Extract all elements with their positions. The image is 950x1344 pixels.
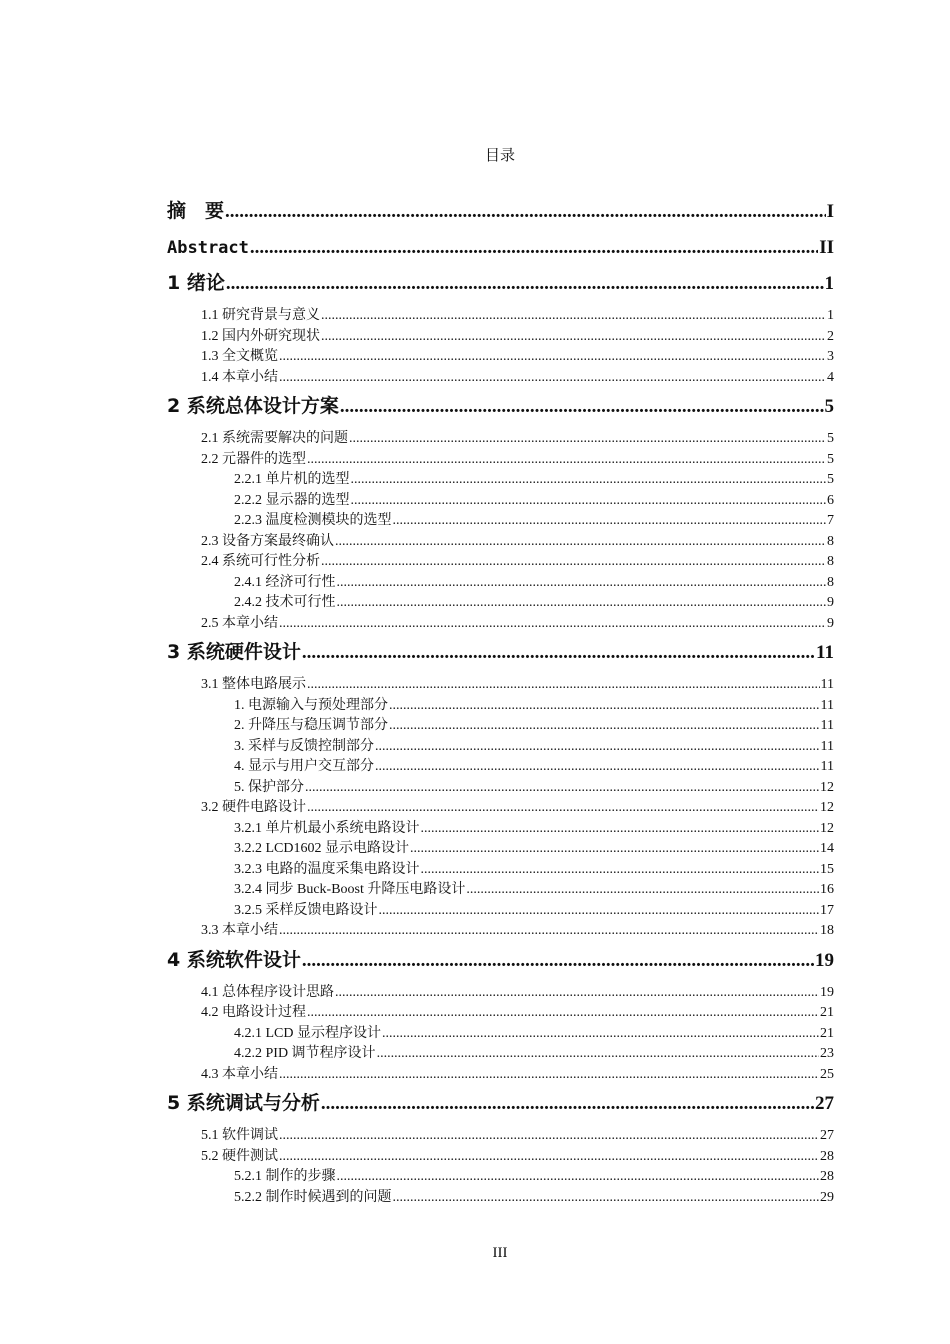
toc-entry-page: 16 — [820, 882, 834, 897]
toc-entry-label: 1. 电源输入与预处理部分 — [234, 697, 388, 713]
toc-entry-label: 2.2.3 温度检测模块的选型 — [234, 513, 392, 528]
toc-entry-label: 5.2 硬件测试 — [201, 1148, 278, 1164]
toc-section-entry[interactable] — [167, 1065, 834, 1086]
toc-leader-dots — [337, 1167, 820, 1188]
toc-entry-label: 4.2.2 PID 调节程序设计 — [234, 1046, 376, 1061]
toc-leader-dots — [389, 716, 820, 737]
toc-leader-dots — [305, 778, 819, 799]
toc-subsection-entry[interactable] — [167, 1188, 834, 1209]
toc-subsection-entry[interactable] — [167, 696, 834, 717]
toc-leader-dots — [279, 614, 826, 635]
toc-leader-dots — [466, 880, 819, 901]
toc-entry-label: 4.1 总体程序设计思路 — [201, 984, 334, 1000]
toc-section-entry[interactable] — [167, 1147, 834, 1168]
toc-entry-label: 2. 升降压与稳压调节部分 — [234, 718, 388, 733]
toc-entry-label: 3.2 硬件电路设计 — [201, 800, 306, 815]
toc-entry-label: 摘 要 — [167, 200, 225, 222]
toc-leader-dots — [375, 757, 820, 778]
toc-entry-page: 5 — [827, 451, 834, 467]
toc-subsection-entry[interactable] — [167, 757, 834, 778]
toc-leader-dots — [279, 921, 819, 942]
toc-leader-dots — [307, 675, 820, 696]
toc-leader-dots — [321, 327, 826, 348]
toc-section-entry[interactable] — [167, 1126, 834, 1147]
toc-leader-dots — [279, 347, 826, 368]
toc-entry-label: 5.2.2 制作时候遇到的问题 — [234, 1189, 392, 1205]
toc-subsection-entry[interactable] — [167, 573, 834, 594]
toc-leader-dots — [226, 270, 824, 297]
toc-leader-dots — [302, 947, 814, 974]
toc-entry-page: 1 — [827, 308, 834, 323]
toc-leader-dots — [337, 593, 827, 614]
toc-entry-page: 21 — [820, 1025, 834, 1041]
toc-entry-label: 2.4 系统可行性分析 — [201, 554, 320, 569]
toc-entry-page: 8 — [827, 533, 834, 549]
toc-leader-dots — [279, 1126, 819, 1147]
toc-entry-label: 2.5 本章小结 — [201, 615, 278, 631]
toc-subsection-entry[interactable] — [167, 901, 834, 922]
toc-subsection-entry[interactable] — [167, 737, 834, 758]
toc-leader-dots — [337, 573, 827, 594]
toc-entry-label: 2.1 系统需要解决的问题 — [201, 431, 348, 446]
toc-leader-dots — [349, 429, 826, 450]
toc-leader-dots — [321, 552, 826, 573]
toc-leader-dots — [335, 532, 826, 553]
toc-entry-label: 5.1 软件调试 — [201, 1128, 278, 1143]
toc-entry-page: 15 — [820, 861, 834, 877]
toc-entry-page: 23 — [820, 1046, 834, 1061]
toc-entry-label: 1.4 本章小结 — [201, 369, 278, 385]
toc-entry-page: I — [826, 201, 834, 222]
toc-entry-label: 2.3 设备方案最终确认 — [201, 533, 334, 549]
toc-entry-page: 27 — [820, 1128, 834, 1143]
toc-entry-label: 3.2.4 同步 Buck-Boost 升降压电路设计 — [234, 882, 466, 897]
toc-leader-dots — [421, 860, 820, 881]
toc-subsection-entry[interactable] — [167, 593, 834, 614]
toc-entry-label: 5.2.1 制作的步骤 — [234, 1169, 336, 1184]
toc-entry-page: 5 — [824, 396, 834, 417]
toc-chapter-entry[interactable] — [167, 1090, 834, 1117]
toc-entry-label: 4.3 本章小结 — [201, 1066, 278, 1082]
toc-section-entry[interactable] — [167, 368, 834, 389]
toc-entry-page: 8 — [827, 574, 834, 590]
toc-leader-dots — [351, 491, 827, 512]
toc-entry-label: Abstract — [167, 238, 249, 258]
toc-entry-page: 5 — [827, 431, 834, 446]
toc-entry-page: 12 — [820, 820, 834, 836]
toc-entry-page: 11 — [816, 642, 834, 663]
toc-leader-dots — [379, 901, 820, 922]
toc-subsection-entry[interactable] — [167, 880, 834, 901]
toc-leader-dots — [410, 839, 819, 860]
toc-leader-dots — [307, 1003, 819, 1024]
toc-section-entry[interactable] — [167, 983, 834, 1004]
toc-entry-label: 1.1 研究背景与意义 — [201, 308, 320, 323]
toc-subsection-entry[interactable] — [167, 716, 834, 737]
toc-entry-label: 1 绪论 — [167, 272, 225, 294]
toc-entry-page: 7 — [827, 513, 834, 528]
toc-subsection-entry[interactable] — [167, 839, 834, 860]
toc-entry-label: 2 系统总体设计方案 — [167, 395, 339, 417]
toc-leader-dots — [335, 983, 819, 1004]
toc-entry-label: 2.4.1 经济可行性 — [234, 574, 336, 590]
toc-leader-dots — [307, 798, 819, 819]
toc-entry-label: 2.2.2 显示器的选型 — [234, 492, 350, 508]
toc-entry-page: 9 — [827, 615, 834, 631]
toc-chapter-entry[interactable] — [167, 393, 834, 420]
toc-chapter-entry[interactable] — [167, 234, 834, 261]
toc-entry-label: 4.2 电路设计过程 — [201, 1005, 306, 1020]
toc-entry-label: 3.2.2 LCD1602 显示电路设计 — [234, 841, 409, 856]
toc-section-entry[interactable] — [167, 675, 834, 696]
toc-leader-dots — [307, 450, 826, 471]
toc-entry-label: 3 系统硬件设计 — [167, 641, 301, 663]
toc-subsection-entry[interactable] — [167, 511, 834, 532]
toc-leader-dots — [302, 639, 815, 666]
toc-entry-page: 12 — [820, 779, 834, 795]
toc-chapter-entry[interactable] — [167, 639, 834, 666]
toc-section-entry[interactable] — [167, 1003, 834, 1024]
toc-entry-label: 1.3 全文概览 — [201, 349, 278, 364]
toc-subsection-entry[interactable] — [167, 491, 834, 512]
toc-leader-dots — [421, 819, 820, 840]
toc-leader-dots — [377, 1044, 819, 1065]
toc-leader-dots — [393, 511, 827, 532]
toc-entry-label: 3.1 整体电路展示 — [201, 677, 306, 692]
toc-entry-label: 3.2.5 采样反馈电路设计 — [234, 902, 378, 918]
toc-entry-page: 21 — [820, 1005, 834, 1020]
toc-entry-page: 5 — [827, 472, 834, 487]
toc-subsection-entry[interactable] — [167, 1024, 834, 1045]
toc-subsection-entry[interactable] — [167, 1167, 834, 1188]
toc-entry-page: 19 — [815, 949, 834, 971]
toc-chapter-entry[interactable] — [167, 947, 834, 974]
toc-entry-label: 5. 保护部分 — [234, 779, 304, 795]
toc-section-entry[interactable] — [167, 921, 834, 942]
toc-subsection-entry[interactable] — [167, 860, 834, 881]
toc-entry-label: 4. 显示与用户交互部分 — [234, 759, 374, 774]
toc-entry-label: 4 系统软件设计 — [167, 948, 301, 971]
toc-entry-page: 1 — [824, 273, 834, 294]
toc-section-entry[interactable] — [167, 306, 834, 327]
toc-leader-dots — [321, 1090, 814, 1117]
toc-entry-page: 11 — [820, 759, 834, 774]
toc-entry-label: 2.2 元器件的选型 — [201, 451, 306, 467]
toc-entry-page: 11 — [820, 718, 834, 733]
toc-entry-label: 3. 采样与反馈控制部分 — [234, 738, 374, 754]
toc-subsection-entry[interactable] — [167, 1044, 834, 1065]
toc-entry-label: 3.2.3 电路的温度采集电路设计 — [234, 861, 420, 877]
toc-leader-dots — [279, 1065, 819, 1086]
toc-leader-dots — [375, 737, 820, 758]
toc-entry-page: 4 — [827, 369, 834, 385]
toc-entry-page: 17 — [820, 902, 834, 918]
toc-entry-label: 2.2.1 单片机的选型 — [234, 472, 350, 487]
toc-entry-page: 3 — [827, 349, 834, 364]
toc-entry-page: 14 — [820, 841, 834, 856]
toc-entry-label: 4.2.1 LCD 显示程序设计 — [234, 1025, 381, 1041]
toc-entry-page: 25 — [820, 1066, 834, 1082]
toc-subsection-entry[interactable] — [167, 470, 834, 491]
toc-leader-dots — [225, 198, 826, 225]
toc-section-entry[interactable] — [167, 450, 834, 471]
toc-entry-page: 12 — [820, 800, 834, 815]
toc-entry-page: 11 — [820, 697, 834, 713]
toc-entry-label: 1.2 国内外研究现状 — [201, 328, 320, 344]
toc-section-entry[interactable] — [167, 614, 834, 635]
toc-section-entry[interactable] — [167, 327, 834, 348]
toc-entry-label: 5 系统调试与分析 — [167, 1092, 320, 1114]
toc-section-entry[interactable] — [167, 532, 834, 553]
toc-entry-page: 18 — [820, 923, 834, 938]
toc-entry-page: 11 — [820, 677, 834, 692]
toc-chapter-entry[interactable] — [167, 198, 834, 225]
toc-entry-label: 2.4.2 技术可行性 — [234, 595, 336, 610]
toc-entry-page: 8 — [827, 554, 834, 569]
toc-leader-dots — [250, 234, 818, 261]
toc-entry-page: 27 — [815, 1093, 834, 1114]
toc-leader-dots — [393, 1188, 820, 1209]
toc-entry-label: 3.2.1 单片机最小系统电路设计 — [234, 820, 420, 836]
toc-subsection-entry[interactable] — [167, 819, 834, 840]
toc-leader-dots — [321, 306, 826, 327]
toc-entry-page: 11 — [820, 738, 834, 754]
toc-leader-dots — [279, 1147, 819, 1168]
page-title: 目录 — [484, 148, 515, 164]
toc-section-entry[interactable] — [167, 429, 834, 450]
page-number: III — [492, 1245, 508, 1261]
toc-entry-page: 29 — [820, 1189, 834, 1205]
toc-section-entry[interactable] — [167, 347, 834, 368]
toc-entry-page: 28 — [820, 1148, 834, 1164]
toc-leader-dots — [351, 470, 827, 491]
toc-entry-page: 2 — [827, 328, 834, 344]
toc-section-entry[interactable] — [167, 552, 834, 573]
toc-subsection-entry[interactable] — [167, 778, 834, 799]
toc-entry-page: 9 — [827, 595, 834, 610]
toc-entry-page: 19 — [820, 984, 834, 1000]
toc-entry-page: 28 — [820, 1169, 834, 1184]
toc-leader-dots — [279, 368, 826, 389]
toc-chapter-entry[interactable] — [167, 270, 834, 297]
toc-leader-dots — [340, 393, 824, 420]
toc-entry-label: 3.3 本章小结 — [201, 923, 278, 938]
toc-leader-dots — [389, 696, 820, 717]
toc-section-entry[interactable] — [167, 798, 834, 819]
table-of-contents — [167, 198, 834, 1208]
toc-entry-page: II — [819, 237, 834, 258]
toc-entry-page: 6 — [827, 492, 834, 508]
toc-leader-dots — [382, 1024, 819, 1045]
